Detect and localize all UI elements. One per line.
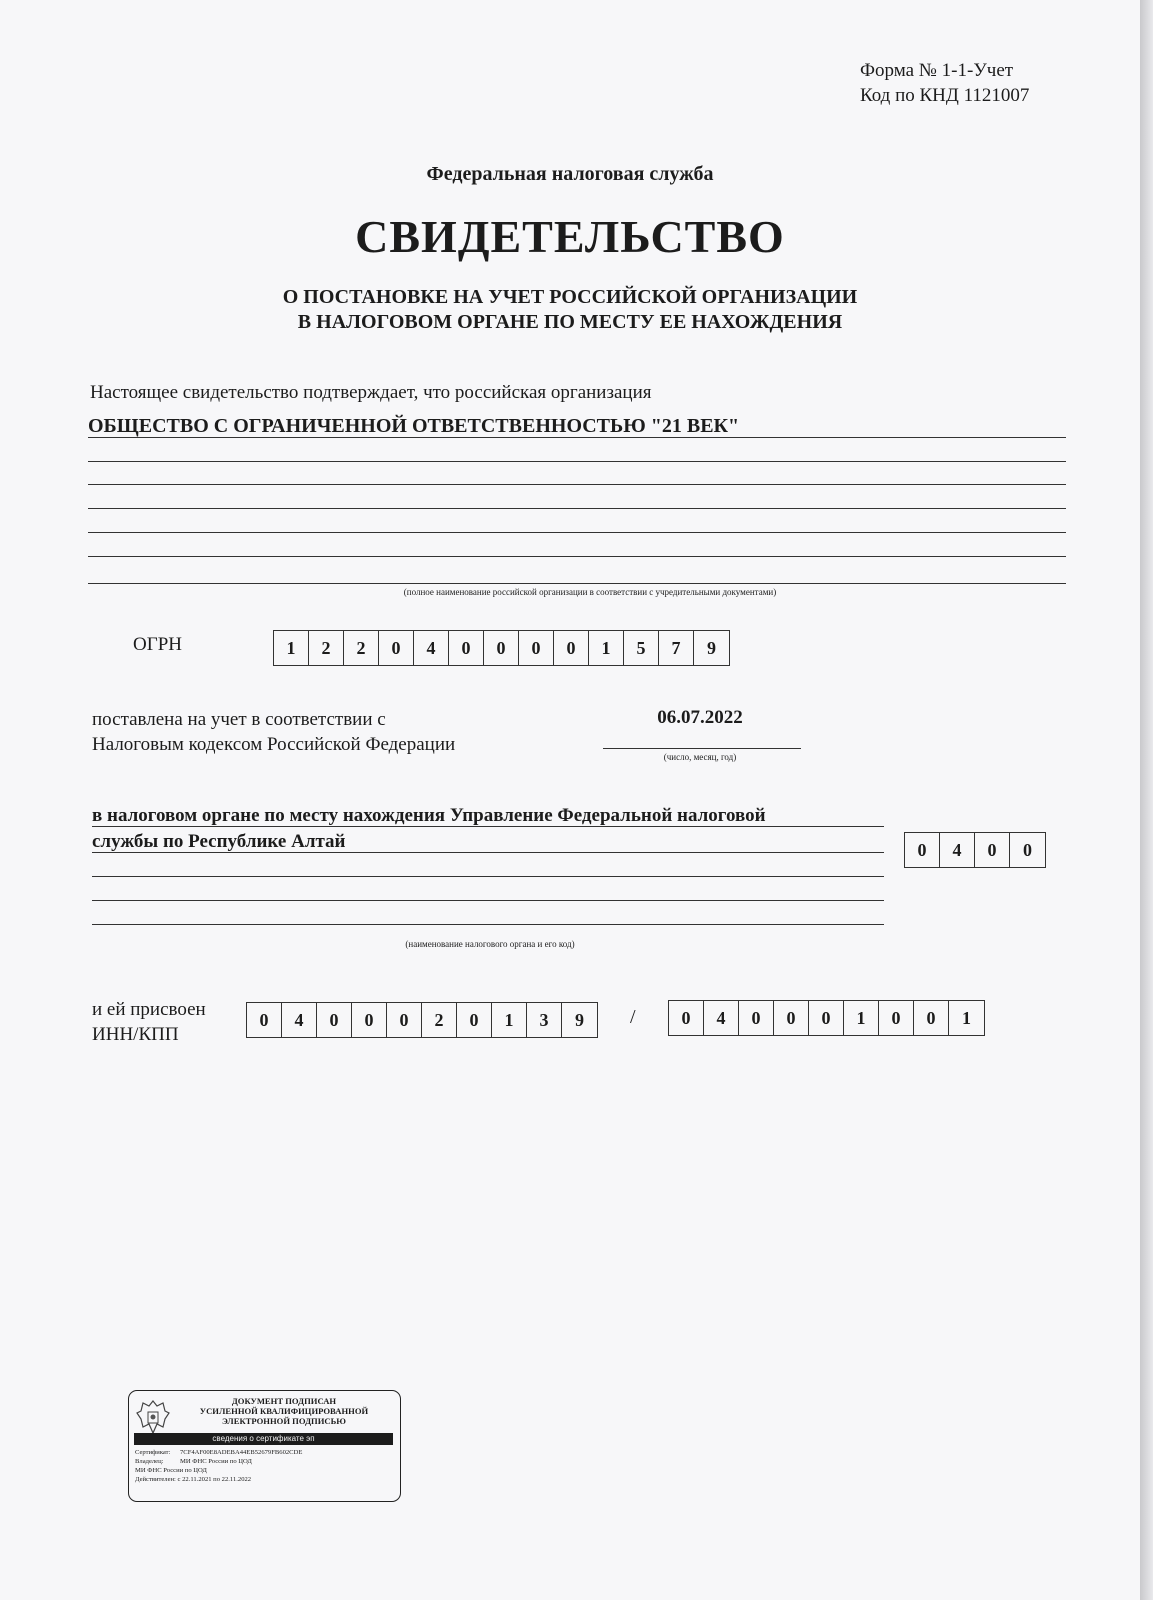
kpp-digit: 0 xyxy=(879,1001,914,1035)
ogrn-digit: 2 xyxy=(309,631,344,665)
org-line-7 xyxy=(88,583,1066,584)
tax-code-digit: 4 xyxy=(940,833,975,867)
registration-date: 06.07.2022 xyxy=(657,707,743,728)
ogrn-digit: 0 xyxy=(519,631,554,665)
kpp-digit: 1 xyxy=(962,1007,971,1028)
coat-of-arms-icon xyxy=(135,1397,171,1437)
kpp-digit: 0 xyxy=(739,1001,774,1035)
stamp-details xyxy=(135,1448,302,1484)
tax-code-digit: 0 xyxy=(975,833,1010,867)
registration-line-1: поставлена на учет в соответствии с xyxy=(92,709,386,730)
owner-value-line-2: МИ ФНС России по ЦОД xyxy=(135,1467,207,1474)
subtitle-line-1: О ПОСТАНОВКЕ НА УЧЕТ РОССИЙСКОЙ ОРГАНИЗАЦИИ xyxy=(282,286,858,308)
registration-line-2: Налоговым кодексом Российской Федерации xyxy=(92,734,456,755)
document-title: СВИДЕТЕЛЬСТВО xyxy=(355,211,785,262)
ogrn-digit: 0 xyxy=(379,631,414,665)
inn-digit: 0 xyxy=(387,1003,422,1037)
inn-digit: 0 xyxy=(247,1003,282,1037)
ogrn-digit: 1 xyxy=(589,631,624,665)
inn-digit: 0 xyxy=(352,1003,387,1037)
stamp-heading-line-3: ЭЛЕКТРОННОЙ ПОДПИСЬЮ xyxy=(222,1416,346,1426)
org-line-6 xyxy=(88,556,1066,557)
organization-caption: (полное наименование российской организации в соответствии с учредительными документами) xyxy=(403,587,777,597)
kpp-digit: 0 xyxy=(669,1001,704,1035)
inn-cells xyxy=(246,1002,598,1038)
page-edge-shadow xyxy=(1140,0,1153,1600)
org-line-1 xyxy=(88,437,1066,438)
tax-code-digit: 0 xyxy=(1023,839,1032,860)
date-line xyxy=(603,748,801,749)
ogrn-digit: 1 xyxy=(274,631,309,665)
electronic-signature-stamp xyxy=(128,1390,401,1502)
stamp-heading-line-1: ДОКУМЕНТ ПОДПИСАН xyxy=(231,1396,337,1406)
ogrn-digit: 9 xyxy=(707,637,716,658)
tax-authority-code-cells xyxy=(904,832,1046,868)
valid-value: с 22.11.2021 по 22.11.2022 xyxy=(177,1476,252,1483)
kpp-digit: 4 xyxy=(704,1001,739,1035)
org-line-4 xyxy=(88,508,1066,509)
ogrn-digit: 0 xyxy=(484,631,519,665)
inn-digit: 2 xyxy=(422,1003,457,1037)
knd-code: Код по КНД 1121007 xyxy=(860,85,1030,106)
kpp-digit: 0 xyxy=(809,1001,844,1035)
intro-text: Настоящее свидетельство подтверждает, что российская организация xyxy=(90,382,652,403)
owner-value: МИ ФНС России по ЦОД xyxy=(180,1458,252,1465)
kpp-cells xyxy=(668,1000,985,1036)
owner-label: Владелец: xyxy=(135,1458,164,1465)
certificate-value: 7CF4AF00E8ADEBA44EB52679FB602CDE xyxy=(180,1449,303,1456)
organization-name: ОБЩЕСТВО С ОГРАНИЧЕННОЙ ОТВЕТСТВЕННОСТЬЮ "21 ВЕК" xyxy=(88,415,740,437)
stamp-heading-line-2: УСИЛЕННОЙ КВАЛИФИЦИРОВАННОЙ xyxy=(199,1406,369,1416)
inn-digit: 0 xyxy=(457,1003,492,1037)
inn-kpp-label-line-2: ИНН/КПП xyxy=(92,1024,179,1045)
tax-line-3 xyxy=(92,876,884,877)
tax-authority-line-1: в налоговом органе по месту нахождения Управление Федеральной налоговой xyxy=(92,805,766,826)
form-info xyxy=(860,58,1029,108)
org-line-5 xyxy=(88,532,1066,533)
ogrn-cells xyxy=(273,630,730,666)
inn-digit: 4 xyxy=(282,1003,317,1037)
ogrn-digit: 4 xyxy=(414,631,449,665)
tax-authority-caption: (наименование налогового органа и его код) xyxy=(405,939,575,949)
kpp-digit: 0 xyxy=(774,1001,809,1035)
issuing-authority: Федеральная налоговая служба xyxy=(426,163,714,185)
org-line-2 xyxy=(88,461,1066,462)
registration-text xyxy=(92,707,455,757)
ogrn-label: ОГРН xyxy=(133,634,182,655)
tax-authority-line-2: службы по Республике Алтай xyxy=(92,831,346,852)
certificate-label: Сертификат: xyxy=(135,1449,171,1456)
inn-kpp-label-line-1: и ей присвоен xyxy=(92,999,206,1020)
valid-label: Действителен: xyxy=(135,1476,176,1483)
kpp-digit: 1 xyxy=(844,1001,879,1035)
ogrn-digit: 7 xyxy=(659,631,694,665)
ogrn-digit: 0 xyxy=(554,631,589,665)
tax-line-1 xyxy=(92,826,884,827)
document-subtitle xyxy=(0,285,1140,335)
org-line-3 xyxy=(88,484,1066,485)
tax-line-4 xyxy=(92,900,884,901)
inn-kpp-separator: / xyxy=(630,1006,636,1028)
ogrn-digit: 5 xyxy=(624,631,659,665)
ogrn-digit: 2 xyxy=(344,631,379,665)
form-number: Форма № 1-1-Учет xyxy=(860,60,1014,81)
inn-digit: 0 xyxy=(317,1003,352,1037)
stamp-certificate-bar: сведения о сертификате эп xyxy=(134,1433,393,1445)
ogrn-digit: 0 xyxy=(449,631,484,665)
inn-digit: 9 xyxy=(575,1009,584,1030)
stamp-heading xyxy=(173,1396,395,1426)
date-caption: (число, месяц, год) xyxy=(663,752,737,762)
inn-digit: 1 xyxy=(492,1003,527,1037)
subtitle-line-2: В НАЛОГОВОМ ОРГАНЕ ПО МЕСТУ ЕЕ НАХОЖДЕНИЯ xyxy=(297,311,843,333)
inn-digit: 3 xyxy=(527,1003,562,1037)
tax-line-2 xyxy=(92,852,884,853)
tax-line-5 xyxy=(92,924,884,925)
tax-code-digit: 0 xyxy=(905,833,940,867)
kpp-digit: 0 xyxy=(914,1001,949,1035)
inn-kpp-label xyxy=(92,997,206,1047)
